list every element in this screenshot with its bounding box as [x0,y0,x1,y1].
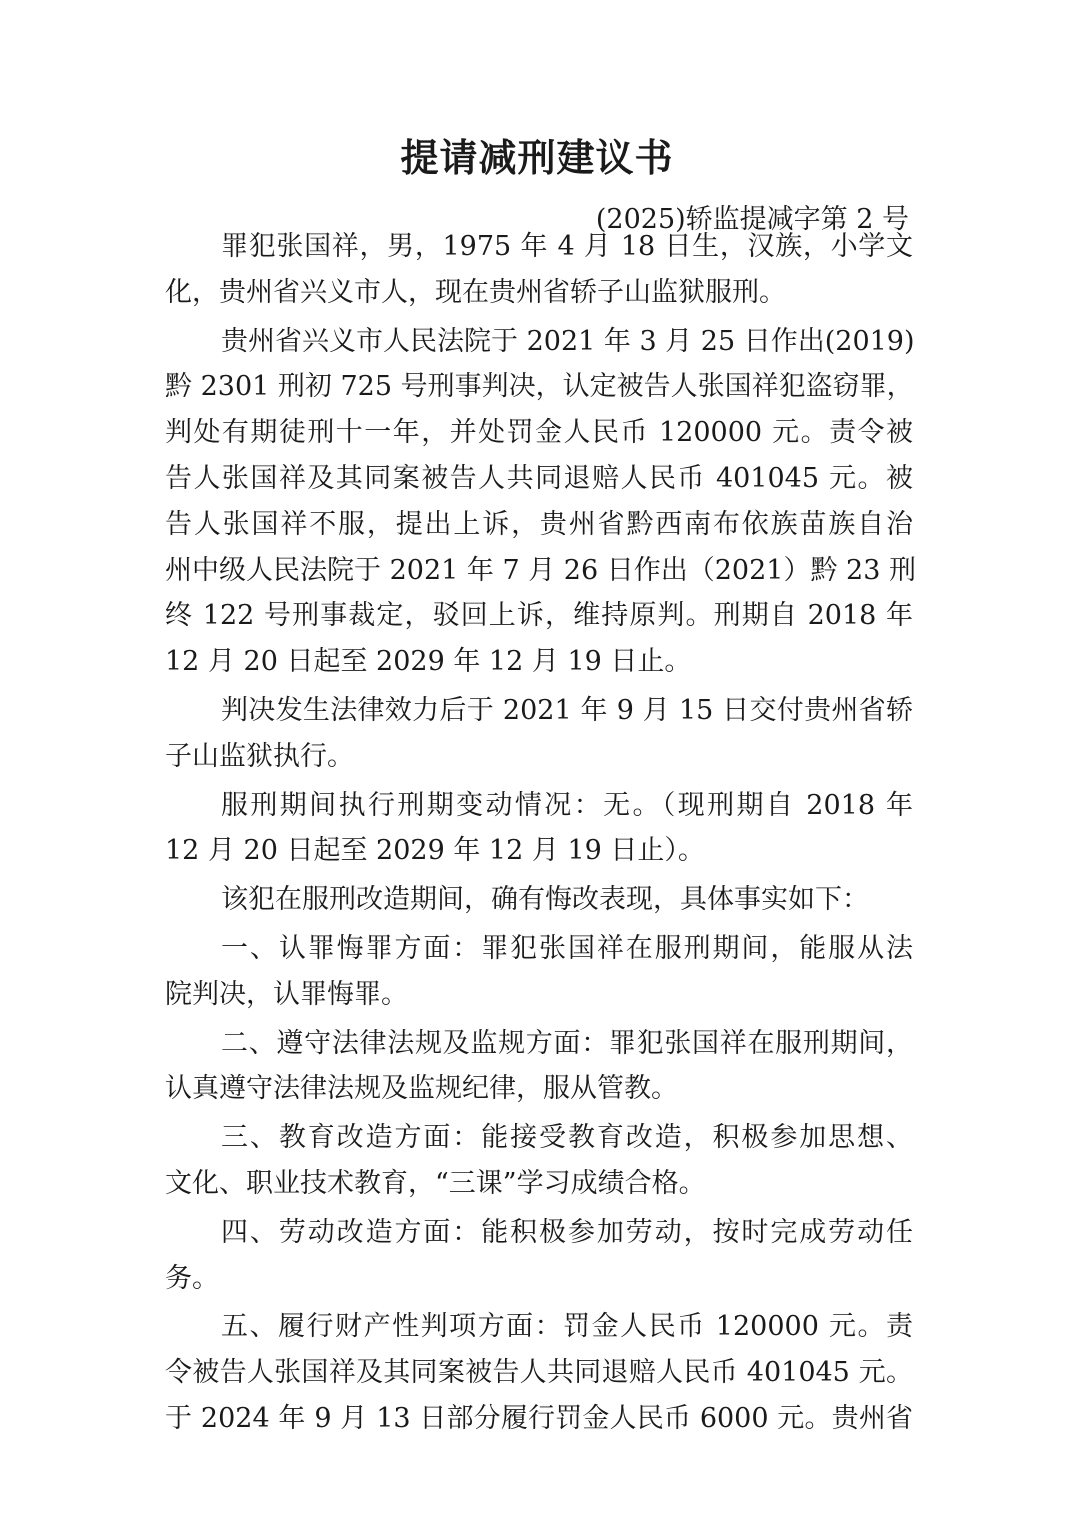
text-line: 五、履行财产性判项方面：罚金人民币 120000 元。责 [221,1311,913,1343]
paragraph-facts-intro [165,877,913,923]
text-line: 该犯在服刑改造期间，确有悔改表现，具体事实如下： [221,884,869,916]
text-line: 黔 2301 刑初 725 号刑事判决，认定被告人张国祥犯盗窃罪， [165,371,914,403]
text-line: 州中级人民法院于 2021 年 7 月 26 日作出（2021）黔 23 刑 [165,554,916,586]
text-line: 12 月 20 日起至 2029 年 12 月 19 日止。 [165,646,692,678]
text-line: 二、遵守法律法规及监规方面：罪犯张国祥在服刑期间， [221,1027,913,1059]
paragraph-judgment [165,319,916,685]
paragraph-sentence-changes [165,783,913,875]
text-line: 令被告人张国祥及其同案被告人共同退赔人民币 401045 元。 [165,1357,913,1389]
document-title: 提请减刑建议书 [400,135,674,180]
paragraph-delivery [165,688,913,780]
text-line: 12 月 20 日起至 2029 年 12 月 19 日止）。 [165,835,705,867]
text-line: 务。 [165,1262,219,1294]
paragraph-personal-info [165,224,913,316]
text-line: 一、认罪悔罪方面：罪犯张国祥在服刑期间，能服从法 [221,932,913,964]
paragraph-property-judgment [165,1304,913,1441]
text-line: 认真遵守法律法规及监规纪律，服从管教。 [165,1073,678,1105]
paragraph-labor [165,1210,913,1302]
text-line: 子山监狱执行。 [165,740,354,772]
text-line: 终 122 号刑事裁定，驳回上诉，维持原判。刑期自 2018 年 [165,600,913,632]
paragraph-compliance [165,1021,913,1113]
text-line: 四、劳动改造方面：能积极参加劳动，按时完成劳动任 [221,1216,913,1248]
text-line: 告人张国祥不服，提出上诉，贵州省黔西南布依族苗族自治 [165,508,913,540]
text-line: 化，贵州省兴义市人，现在贵州省轿子山监狱服刑。 [165,276,786,308]
text-line: 判处有期徒刑十一年，并处罚金人民币 120000 元。责令被 [165,417,913,449]
text-line: 罪犯张国祥，男，1975 年 4 月 18 日生，汉族，小学文 [221,231,913,262]
text-line: 三、教育改造方面：能接受教育改造，积极参加思想、 [221,1122,913,1154]
paragraph-education [165,1115,913,1207]
text-line: 告人张国祥及其同案被告人共同退赔人民币 401045 元。被 [165,462,913,494]
text-line: 服刑期间执行刑期变动情况：无。（现刑期自 2018 年 [221,789,913,821]
paragraph-repentance [165,926,913,1018]
document-body [165,224,916,1445]
text-line: 贵州省兴义市人民法院于 2021 年 3 月 25 日作出(2019) [221,325,915,357]
text-line: 文化、职业技术教育，“三课”学习成绩合格。 [165,1167,706,1199]
text-line: 院判决，认罪悔罪。 [165,978,408,1010]
text-line: 于 2024 年 9 月 13 日部分履行罚金人民币 6000 元。贵州省 [165,1402,913,1434]
text-line: 判决发生法律效力后于 2021 年 9 月 15 日交付贵州省轿 [221,694,913,726]
document-number: (2025)轿监提减字第 2 号 [595,204,909,235]
